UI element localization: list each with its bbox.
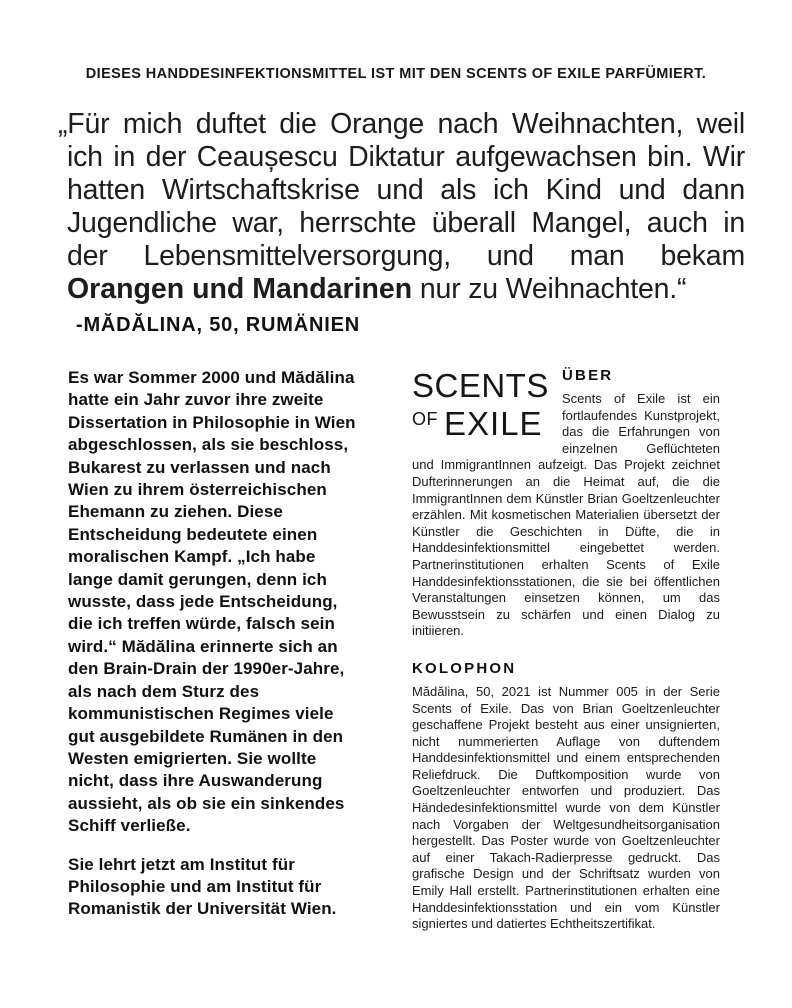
story-paragraph-1: Es war Sommer 2000 und Mădălina hatte ein Jahr zuvor ihre zweite Dissertation in Philosophie in Wien abgeschlossen, als sie beschloss, Bukarest zu verlassen und nach Wien zu ihrem österreichischen Ehemann zu ziehen. Diese Entscheidung bedeutete einen moralischen Kampf. „Ich habe lange damit gerungen, denn ich wusste, dass jede Entscheidung, die ich treffen würde, falsch sein wird.“ Mădălina erinnerte sich an den Brain-Drain der 1990er-Jahre, als nach dem Sturz des kommunistischen Regimes viele gut ausgebildete Rumänen in den Westen emigrierten. Sie wollte nicht, dass ihre Auswanderung aussieht, als ob sie ein sinkendes Schiff verließe. bbox=[68, 368, 356, 836]
about-body: Scents of Exile ist ein fortlaufendes Kunstprojekt, das die Erfahrungen von einzelnen Geflüchteten und ImmigrantInnen aufzeigt. Das Projekt zeichnet Dufterinnerungen an die Heimat auf, die die ImmigrantInnen dem Künstler Brian Goeltzenleuchter erzählen. Mit kosmetischen Materialien übersetzt der Künstler die Geschichten in Düfte, die in Handdesinfektionsmittel eingebettet werden. Partnerinstitutionen erhalten Scents of Exile Handdesinfektionsstationen, die sie bei öffentlichen Veranstaltungen einsetzen können, um das Bewusstsein zu schärfen und einen Dialog zu initiieren. bbox=[412, 391, 720, 639]
story-paragraph-2: Sie lehrt jetzt am Institut für Philosophie und am Institut für Romanistik der Universität Wien. bbox=[68, 854, 337, 919]
quote-attribution: -MĂDĂLINA, 50, RUMÄNIEN bbox=[76, 314, 360, 336]
about-heading: ÜBER bbox=[562, 367, 614, 384]
logo-word-of: OF bbox=[412, 409, 438, 429]
kolophon-section bbox=[412, 660, 720, 933]
logo-word-exile: EXILE bbox=[444, 405, 543, 442]
story-column bbox=[68, 367, 362, 921]
scented-notice-header: DIESES HANDDESINFEKTIONSMITTEL IST MIT DEN SCENTS OF EXILE PARFÜMIERT. bbox=[85, 66, 707, 82]
content-columns bbox=[68, 367, 720, 933]
quote-text-end: nur zu Weihnachten.“ bbox=[412, 273, 687, 305]
logo-line-2 bbox=[412, 405, 550, 443]
logo-word-scents: SCENTS bbox=[412, 367, 549, 404]
info-column bbox=[412, 367, 720, 933]
pull-quote bbox=[58, 108, 745, 306]
kolophon-body: Mădălina, 50, 2021 ist Nummer 005 in der Serie Scents of Exile. Das von Brian Goeltzenleuchter geschaffene Projekt besteht aus einer unsignierten, nicht nummerierten Auflage von duftendem Handdesinfektionsmittel und einem entsprechenden Reliefdruck. Die Duftkomposition wurde von Goeltzenleuchter entworfen und produziert. Das Händedesinfektionsmittel wurde von dem Künstler nach Vorgaben der Weltgesundheitsorganisation hergestellt. Das Poster wurde von Goeltzenleuchter auf einer Takach-Radierpresse gedruckt. Das grafische Design und der Schriftsatz wurden von Emily Hall erstellt. Partnerinstitutionen erhalten eine Handdesinfektionsstation und ein vom Künstler signiertes und datiertes Echtheitszertifikat. bbox=[412, 683, 720, 932]
quote-text-start: „Für mich duftet die Orange nach Weihnachten, weil ich in der Ceaușescu Diktatur aufgewachsen bin. Wir hatten Wirtschaftskrise und als ich Kind und dann Jugendliche war, herrschte überall Mangel, auch in der Lebensmittelversorgung, und man bekam bbox=[58, 108, 745, 272]
scents-of-exile-logo bbox=[412, 367, 550, 449]
quote-text-emphasis: Orangen und Mandarinen bbox=[67, 273, 413, 305]
kolophon-heading: KOLOPHON bbox=[412, 659, 517, 677]
about-section bbox=[412, 367, 720, 640]
